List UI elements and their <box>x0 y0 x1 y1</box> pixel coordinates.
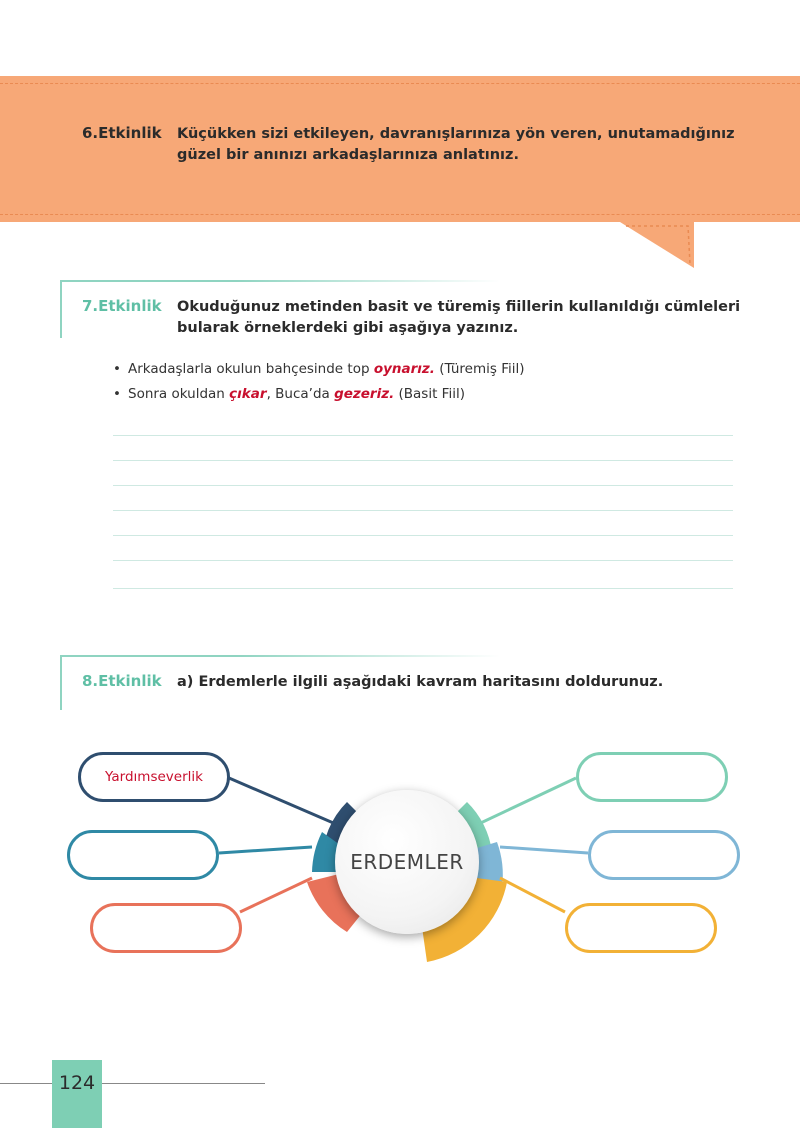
concept-box-1[interactable] <box>78 752 230 802</box>
concept-box-6[interactable] <box>565 903 717 953</box>
activity8-header-vline <box>60 655 62 710</box>
concept-box-text: Yardımseverlik <box>105 769 203 785</box>
activity7-header-line <box>60 280 500 282</box>
writing-line[interactable] <box>113 435 733 436</box>
example-type: (Türemiş Fiil) <box>434 361 525 377</box>
verb-highlight: oynarız. <box>373 361 435 377</box>
verb-highlight: gezeriz. <box>334 386 395 402</box>
concept-box-4[interactable] <box>576 752 728 802</box>
writing-line[interactable] <box>113 510 733 511</box>
page-number: 124 <box>58 1072 96 1094</box>
banner-dashed-border-bottom <box>0 214 800 215</box>
example-text: Sonra okuldan <box>128 386 230 402</box>
writing-line[interactable] <box>113 588 733 589</box>
concept-map-center-label: ERDEMLER <box>350 850 464 874</box>
example-text-middle: , Buca’da <box>266 386 335 402</box>
verb-highlight: çıkar <box>229 386 267 402</box>
page-number-box <box>52 1060 102 1128</box>
writing-line[interactable] <box>113 460 733 461</box>
activity6-line2: güzel bir anınızı arkadaşlarınıza anlatınız. <box>177 147 519 163</box>
writing-line[interactable] <box>113 535 733 536</box>
example-type: (Basit Fiil) <box>394 386 465 402</box>
example-item-derived <box>113 357 525 382</box>
activity8-label: 8.Etkinlik <box>82 672 162 690</box>
concept-box-2[interactable] <box>67 830 219 880</box>
activity6-line1: Küçükken sizi etkileyen, davranışlarınıza yön veren, unutamadığınız <box>177 126 735 142</box>
activity6-instruction <box>177 124 735 166</box>
activity7-header-vline <box>60 280 62 338</box>
banner-dashed-border-top <box>0 83 800 84</box>
page-footer-line <box>0 1083 265 1084</box>
example-item-simple <box>113 382 525 407</box>
concept-box-5[interactable] <box>588 830 740 880</box>
bullet: • <box>113 361 121 377</box>
activity8-instruction: a) Erdemlerle ilgili aşağıdaki kavram haritasını doldurunuz. <box>177 674 664 690</box>
activity7-label: 7.Etkinlik <box>82 297 162 315</box>
concept-map-center <box>335 790 479 934</box>
writing-line[interactable] <box>113 560 733 561</box>
activity7-line1: Okuduğunuz metinden basit ve türemiş fiillerin kullanıldığı cümleleri <box>177 299 741 315</box>
activity6-label: 6.Etkinlik <box>82 124 162 142</box>
example-list <box>113 357 525 407</box>
concept-box-3[interactable] <box>90 903 242 953</box>
bullet: • <box>113 386 121 402</box>
example-text: Arkadaşlarla okulun bahçesinde top <box>128 361 374 377</box>
activity8-header-line <box>60 655 500 657</box>
writing-line[interactable] <box>113 485 733 486</box>
activity7-line2: bularak örneklerdeki gibi aşağıya yazınız. <box>177 320 519 336</box>
activity7-instruction <box>177 297 740 339</box>
banner-speech-tail <box>620 220 700 272</box>
